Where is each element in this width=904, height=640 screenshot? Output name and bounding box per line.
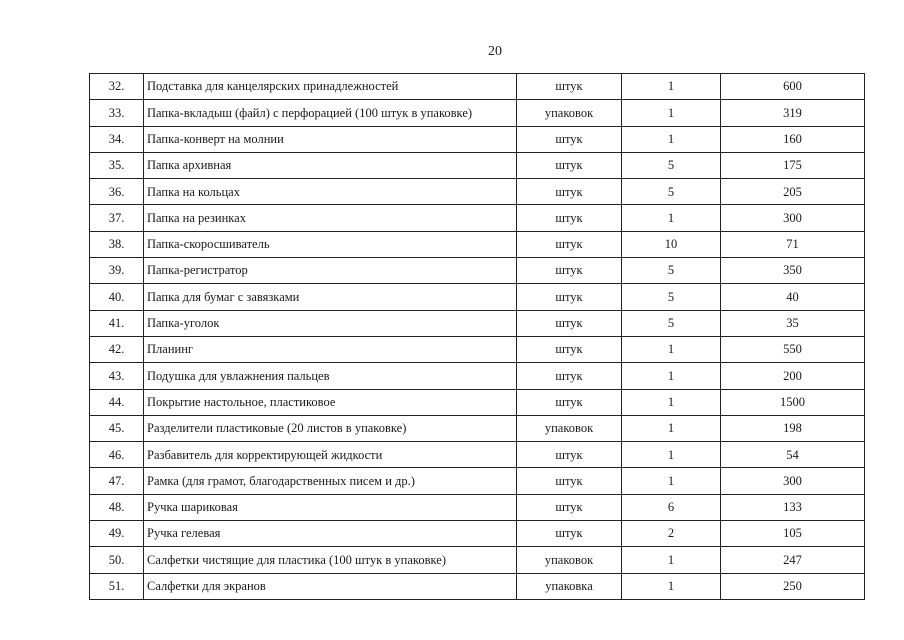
item-number: 50. [90, 547, 144, 573]
item-name: Разделители пластиковые (20 листов в упаковке) [144, 415, 517, 441]
item-unit: штук [517, 521, 622, 547]
table-row [90, 100, 865, 126]
item-price: 550 [721, 336, 865, 362]
item-price: 71 [721, 231, 865, 257]
item-price: 350 [721, 258, 865, 284]
item-number: 38. [90, 231, 144, 257]
item-quantity: 1 [622, 126, 721, 152]
item-unit: штук [517, 205, 622, 231]
item-price: 250 [721, 573, 865, 599]
table-row [90, 205, 865, 231]
item-quantity: 1 [622, 573, 721, 599]
item-quantity: 5 [622, 258, 721, 284]
item-price: 40 [721, 284, 865, 310]
table-row [90, 521, 865, 547]
item-quantity: 10 [622, 231, 721, 257]
item-unit: штук [517, 442, 622, 468]
item-price: 35 [721, 310, 865, 336]
item-name: Папка-конверт на молнии [144, 126, 517, 152]
table-row [90, 126, 865, 152]
item-quantity: 1 [622, 205, 721, 231]
item-name: Подставка для канцелярских принадлежностей [144, 74, 517, 100]
item-price: 300 [721, 205, 865, 231]
item-quantity: 1 [622, 468, 721, 494]
item-name: Разбавитель для корректирующей жидкости [144, 442, 517, 468]
item-number: 35. [90, 152, 144, 178]
item-unit: штук [517, 231, 622, 257]
item-number: 39. [90, 258, 144, 284]
item-quantity: 6 [622, 494, 721, 520]
table-row [90, 310, 865, 336]
item-quantity: 1 [622, 415, 721, 441]
item-unit: штук [517, 389, 622, 415]
item-name: Папка-уголок [144, 310, 517, 336]
item-price: 133 [721, 494, 865, 520]
item-price: 319 [721, 100, 865, 126]
item-quantity: 1 [622, 389, 721, 415]
item-price: 198 [721, 415, 865, 441]
item-unit: штук [517, 258, 622, 284]
item-price: 160 [721, 126, 865, 152]
item-name: Ручка шариковая [144, 494, 517, 520]
item-unit: штук [517, 494, 622, 520]
item-quantity: 5 [622, 284, 721, 310]
item-name: Папка архивная [144, 152, 517, 178]
item-price: 200 [721, 363, 865, 389]
item-number: 42. [90, 336, 144, 362]
item-number: 44. [90, 389, 144, 415]
table-row [90, 442, 865, 468]
item-price: 105 [721, 521, 865, 547]
item-price: 1500 [721, 389, 865, 415]
table-row [90, 415, 865, 441]
item-price: 300 [721, 468, 865, 494]
item-unit: упаковок [517, 547, 622, 573]
item-unit: штук [517, 468, 622, 494]
item-name: Папка на резинках [144, 205, 517, 231]
item-number: 47. [90, 468, 144, 494]
item-quantity: 1 [622, 336, 721, 362]
item-name: Папка для бумаг с завязками [144, 284, 517, 310]
item-number: 33. [90, 100, 144, 126]
item-quantity: 1 [622, 442, 721, 468]
item-name: Планинг [144, 336, 517, 362]
item-quantity: 5 [622, 310, 721, 336]
item-name: Папка-скоросшиватель [144, 231, 517, 257]
item-number: 48. [90, 494, 144, 520]
item-name: Папка-вкладыш (файл) с перфорацией (100 штук в упаковке) [144, 100, 517, 126]
item-unit: штук [517, 336, 622, 362]
item-quantity: 1 [622, 363, 721, 389]
table-row [90, 74, 865, 100]
item-unit: упаковок [517, 415, 622, 441]
item-number: 49. [90, 521, 144, 547]
table-row [90, 336, 865, 362]
item-name: Покрытие настольное, пластиковое [144, 389, 517, 415]
item-unit: штук [517, 126, 622, 152]
item-price: 205 [721, 179, 865, 205]
item-name: Ручка гелевая [144, 521, 517, 547]
item-name: Рамка (для грамот, благодарственных писем и др.) [144, 468, 517, 494]
item-quantity: 5 [622, 152, 721, 178]
item-quantity: 1 [622, 547, 721, 573]
item-number: 37. [90, 205, 144, 231]
item-price: 600 [721, 74, 865, 100]
item-number: 32. [90, 74, 144, 100]
item-price: 247 [721, 547, 865, 573]
item-quantity: 1 [622, 100, 721, 126]
table-row [90, 179, 865, 205]
item-quantity: 2 [622, 521, 721, 547]
item-number: 43. [90, 363, 144, 389]
table-row [90, 573, 865, 599]
item-price: 54 [721, 442, 865, 468]
table-row [90, 258, 865, 284]
item-number: 51. [90, 573, 144, 599]
table-row [90, 152, 865, 178]
item-name: Папка-регистратор [144, 258, 517, 284]
item-unit: штук [517, 363, 622, 389]
table-row [90, 231, 865, 257]
item-name: Салфетки чистящие для пластика (100 штук в упаковке) [144, 547, 517, 573]
item-unit: штук [517, 310, 622, 336]
item-number: 45. [90, 415, 144, 441]
table-row [90, 284, 865, 310]
table-row [90, 468, 865, 494]
item-number: 36. [90, 179, 144, 205]
item-unit: штук [517, 152, 622, 178]
table-row [90, 389, 865, 415]
item-number: 46. [90, 442, 144, 468]
item-name: Папка на кольцах [144, 179, 517, 205]
item-unit: штук [517, 74, 622, 100]
page-number: 20 [488, 44, 502, 59]
item-number: 40. [90, 284, 144, 310]
table-row [90, 494, 865, 520]
item-quantity: 1 [622, 74, 721, 100]
items-table [89, 73, 865, 600]
item-number: 41. [90, 310, 144, 336]
item-price: 175 [721, 152, 865, 178]
item-name: Подушка для увлажнения пальцев [144, 363, 517, 389]
item-unit: штук [517, 284, 622, 310]
table-row [90, 363, 865, 389]
item-quantity: 5 [622, 179, 721, 205]
item-unit: упаковок [517, 100, 622, 126]
table-row [90, 547, 865, 573]
item-number: 34. [90, 126, 144, 152]
item-name: Салфетки для экранов [144, 573, 517, 599]
item-unit: упаковка [517, 573, 622, 599]
item-unit: штук [517, 179, 622, 205]
items-table-body [90, 74, 865, 600]
